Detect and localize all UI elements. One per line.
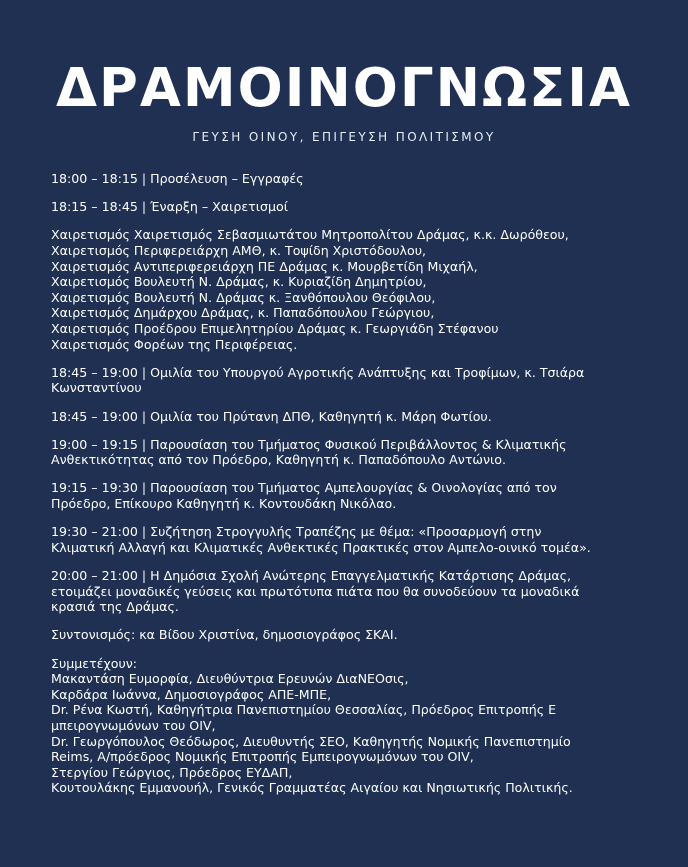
program-line: Ανθεκτικότητας από τον Πρόεδρο, Καθηγητή κ. Παπαδόπουλο Αντώνιο. [51, 452, 506, 468]
program-line: 18:00 – 18:15 | Προσέλευση – Εγγραφές [51, 171, 304, 186]
program-item-opening [51, 199, 671, 215]
program-line: 18:15 – 18:45 | Έναρξη – Χαιρετισμοί [51, 199, 288, 215]
program-line: 18:45 – 19:00 | Ομιλία του Πρύτανη ΔΠΘ, Καθηγητή κ. Μάρη Φωτίου. [51, 408, 492, 424]
greeting-line: Χαιρετισμός Αντιπεριφερειάρχη ΠΕ Δράμας κ. Μουρβετίδη Μιχαήλ, [51, 258, 478, 274]
program-line: 19:15 – 19:30 | Παρουσίαση του Τμήματος Αμπελουργίας & Οινολογίας από τον [51, 480, 557, 496]
program-item-minister [51, 365, 671, 396]
participant-line: μπειρογνωμόνων του OIV, [51, 717, 216, 733]
greeting-line: Χαιρετισμός Βουλευτή Ν. Δράμας κ. Ξανθόπουλου Θεόφιλου, [51, 289, 436, 305]
greeting-line: Χαιρετισμός Δημάρχου Δράμας, κ. Παπαδόπουλου Γεώργιου, [51, 305, 435, 321]
program-item-school [51, 568, 671, 615]
participant-line: Dr. Ρένα Κωστή, Καθηγήτρια Πανεπιστημίου Θεσσαλίας, Πρόεδρος Επιτροπής Ε [51, 702, 557, 718]
moderator [51, 627, 671, 643]
program-line: 19:30 – 21:00 | Συζήτηση Στρογγυλής Τραπέζης με θέμα: «Προσαρμογή στην [51, 524, 542, 540]
participants-heading: Συμμετέχουν: [51, 655, 138, 671]
program-line: κρασιά της Δράμας. [51, 599, 179, 615]
greetings-list [51, 227, 671, 352]
greeting-line: Χαιρετισμός Βουλευτή Ν. Δράμας, κ. Κυριαζίδη Δημητρίου, [51, 274, 427, 290]
moderator-line: Συντονισμός: κα Βίδου Χριστίνα, δημοσιογράφος ΣΚΑΙ. [51, 627, 398, 643]
program-item-rector [51, 409, 671, 425]
participant-line: Καρδάρα Ιωάννα, Δημοσιογράφος ΑΠΕ-ΜΠΕ, [51, 686, 332, 702]
program-line: 20:00 – 21:00 | Η Δημόσια Σχολή Ανώτερης Επαγγελματικής Κατάρτισης Δράμας, [51, 568, 572, 584]
program-line: Πρόεδρο, Επίκουρο Καθηγητή κ. Κοντουδάκη Νικόλαο. [51, 496, 397, 512]
program-line: Κλιματική Αλλαγή και Κλιματικές Ανθεκτικές Πρακτικές στον Αμπελο-οινικό τομέα». [51, 539, 591, 555]
greeting-line: Χαιρετισμός Φορέων της Περιφέρειας. [51, 336, 298, 352]
program-line: Κωνσταντίνου [51, 380, 142, 396]
program-item-arrival [51, 171, 671, 187]
program [51, 171, 671, 809]
program-item-panel [51, 524, 671, 555]
program-line: 19:00 – 19:15 | Παρουσίαση του Τμήματος Φυσικού Περιβάλλοντος & Κλιματικής [51, 436, 567, 452]
greeting-line: Χαιρετισμός Περιφερειάρχη ΑΜΘ, κ. Τοψίδη Χριστόδουλου, [51, 242, 426, 258]
participant-line: Dr. Γεωργόπουλος Θεόδωρος, Διευθυντής ΣΕΟ, Καθηγητής Νομικής Πανεπιστημίο [51, 733, 571, 749]
participant-line: Στεργίου Γεώργιος, Πρόεδρος ΕΥΔΑΠ, [51, 764, 293, 780]
greeting-line: Χαιρετισμός Προέδρου Επιμελητηρίου Δράμας κ. Γεωργιάδη Στέφανου [51, 320, 499, 336]
event-title: ΔΡΑΜΟΙΝΟΓΝΩΣΙΑ [56, 58, 632, 119]
participant-line: Reims, Α/πρόεδρος Νομικής Επιτροπής Εμπειρογνωμόνων του OIV, [51, 749, 474, 765]
program-line: 18:45 – 19:00 | Ομιλία του Υπουργού Αγροτικής Ανάπτυξης και Τροφίμων, κ. Τσιάρα [51, 364, 585, 380]
program-item-dept-forestry [51, 437, 671, 468]
program-line: ετοιμάζει μοναδικές γεύσεις και πρωτότυπα πιάτα που θα συνοδεύουν τα μοναδικά [51, 583, 580, 599]
participants-list [51, 656, 671, 796]
participant-line: Μακαντάση Ευμορφία, Διευθύντρια Ερευνών ΔιαΝΕΟσις, [51, 671, 409, 687]
program-item-dept-viticulture [51, 480, 671, 511]
participant-line: Κουτουλάκης Εμμανουήλ, Γενικός Γραμματέας Αιγαίου και Νησιωτικής Πολιτικής. [51, 780, 573, 796]
event-subtitle: ΓΕΥΣΗ ΟΙΝΟΥ, ΕΠΙΓΕΥΣΗ ΠΟΛΙΤΙΣΜΟΥ [192, 130, 496, 144]
greeting-line: Χαιρετισμός Χαιρετισμός Σεβασμιωτάτου Μητροπολίτου Δράμας, κ.κ. Δωρόθεου, [51, 227, 569, 243]
